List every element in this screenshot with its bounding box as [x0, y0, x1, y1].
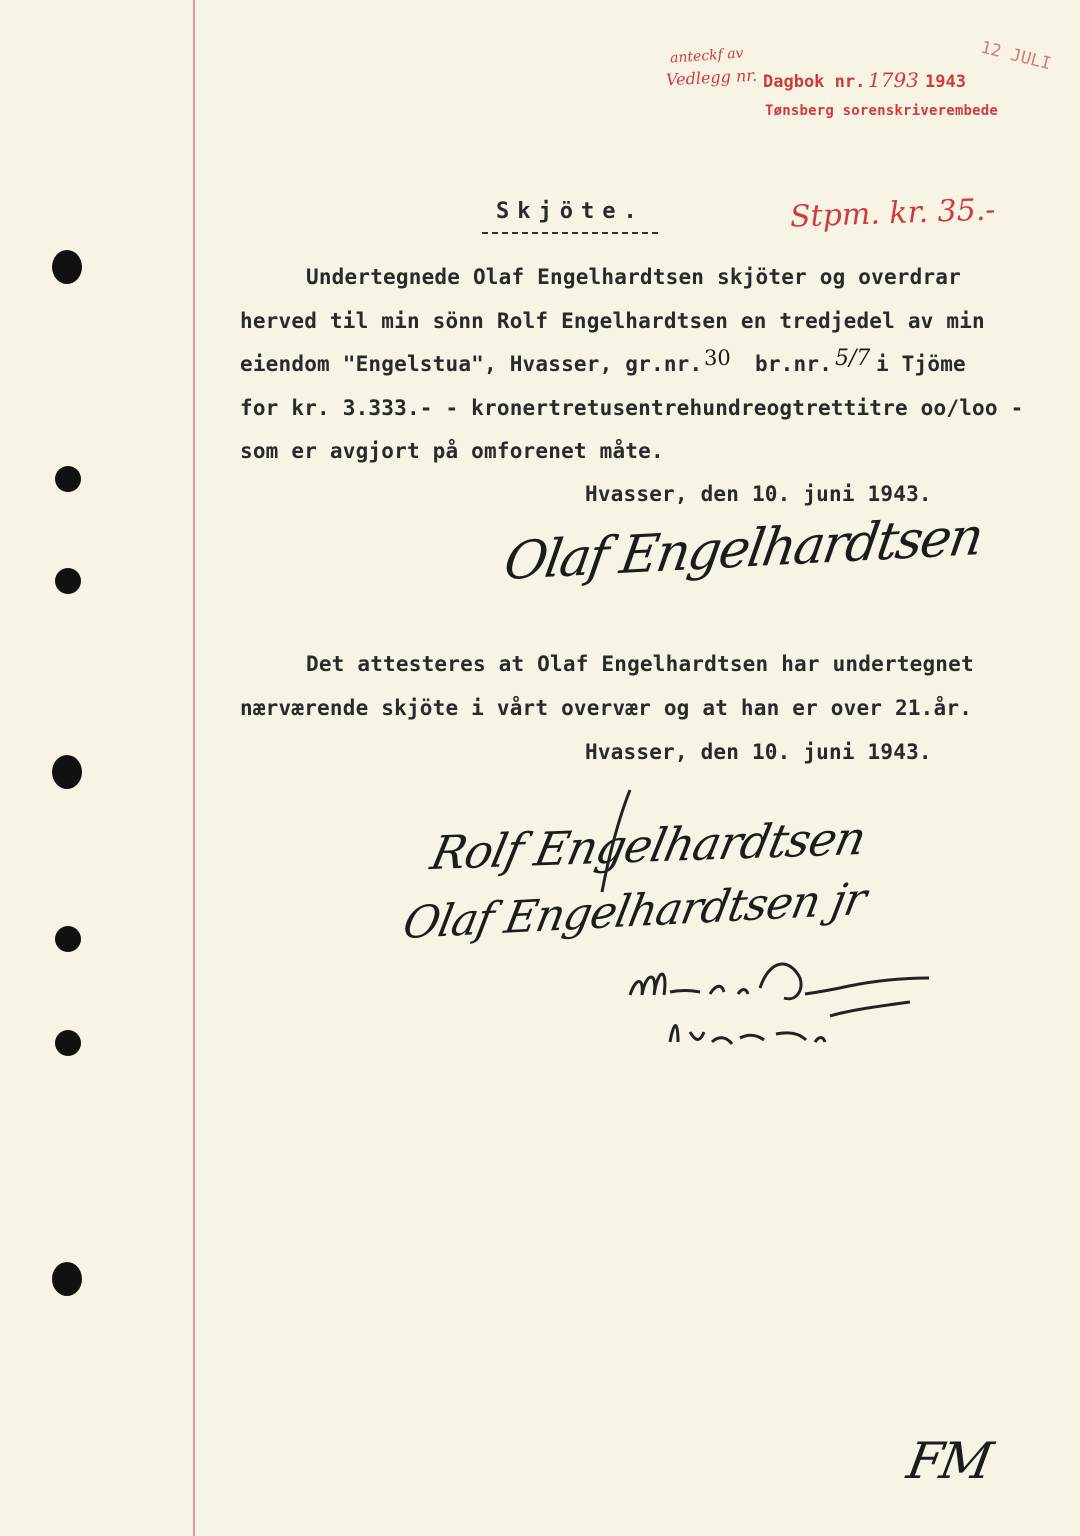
stamp-note-line2: Vedlegg nr. — [665, 65, 758, 90]
body-line-1: Undertegnede Olaf Engelhardtsen skjöter og overdrar — [306, 265, 961, 289]
stamp-date: 12 JULI — [978, 37, 1054, 75]
document-title: Skjöte. — [496, 199, 645, 224]
attest-line-2: nærværende skjöte i vårt overvær og at han er over 21.år. — [240, 696, 973, 720]
body-line-5: som er avgjort på omforenet måte. — [240, 439, 664, 463]
gr-nr-value: 30 — [704, 346, 731, 370]
br-nr-value: 5/7 — [835, 346, 871, 371]
punch-hole — [55, 926, 81, 952]
clerk-initials: FM — [902, 1432, 996, 1490]
stamp-dagbok-year: 1943 — [925, 72, 966, 92]
body-line-3: eiendom "Engelstua", Hvasser, gr.nr. — [240, 352, 703, 376]
fee-note: Stpm. kr. 35.- — [789, 192, 997, 235]
stamp-note-line1: anteckf av — [669, 45, 744, 67]
body-line-3-tail: i Tjöme — [876, 352, 966, 376]
margin-rule — [193, 0, 195, 1536]
title-underline — [482, 232, 658, 234]
place-date-1: Hvasser, den 10. juni 1943. — [585, 482, 932, 506]
place-date-2: Hvasser, den 10. juni 1943. — [585, 740, 932, 764]
punch-hole — [52, 755, 82, 789]
illegible-signature-strokes — [600, 780, 960, 1080]
punch-hole — [55, 466, 81, 492]
attest-line-1: Det attesteres at Olaf Engelhardtsen har undertegnet — [306, 652, 974, 676]
witness-signature-1: Rolf Engelhardtsen — [426, 810, 871, 881]
signature-grantor: Olaf Engelhardtsen — [500, 506, 986, 593]
punch-hole — [55, 568, 81, 594]
punch-hole — [52, 250, 82, 284]
body-line-2: herved til min sönn Rolf Engelhardtsen en tredjedel av min — [240, 309, 985, 333]
punch-hole — [55, 1030, 81, 1056]
punch-hole — [52, 1262, 82, 1296]
br-nr-label: br.nr. — [755, 352, 833, 376]
witness-signature-2: Olaf Engelhardtsen jr — [398, 873, 870, 950]
stamp-dagbok-label: Dagbok nr. — [763, 72, 866, 92]
body-line-4: for kr. 3.333.- - kronertretusentrehundreogtrettitre oo/loo - — [240, 396, 1024, 420]
stamp-office: Tønsberg sorenskriverembede — [765, 103, 998, 119]
stamp-dagbok-number: 1793 — [868, 68, 919, 92]
